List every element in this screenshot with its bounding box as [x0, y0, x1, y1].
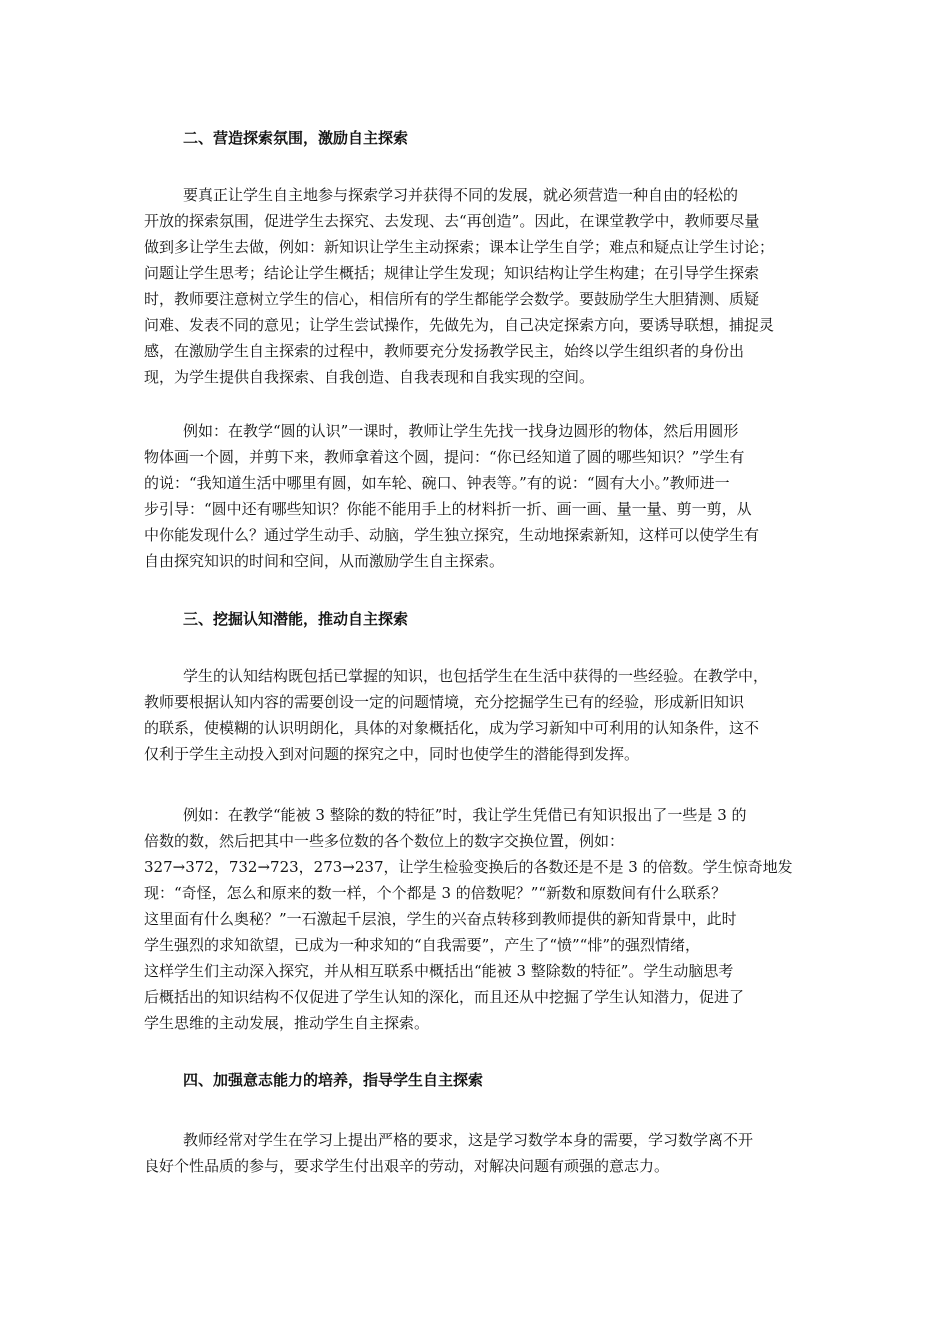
text-line: 的联系，使模糊的认识明朗化，具体的对象概括化，成为学习新知中可利用的认知条件，这不 — [144, 719, 760, 737]
section-heading-3: 三、挖掘认知潜能，推动自主探索 — [183, 610, 409, 628]
text-line: 要真正让学生自主地参与探索学习并获得不同的发展，就必须营造一种自由的轻松的 — [183, 186, 739, 204]
text-line: 仅利于学生主动投入到对问题的探究之中，同时也使学生的潜能得到发挥。 — [144, 745, 640, 763]
text-line: 这里面有什么奥秘？”一石激起千层浪，学生的兴奋点转移到教师提供的新知背景中，此时 — [144, 910, 737, 928]
paragraph-4-1 — [144, 1127, 814, 1179]
section-heading-4: 四、加强意志能力的培养，指导学生自主探索 — [183, 1071, 484, 1089]
section-heading-2: 二、营造探索氛围，激励自主探索 — [183, 129, 409, 147]
text-line: 良好个性品质的参与，要求学生付出艰辛的劳动，对解决问题有顽强的意志力。 — [144, 1157, 670, 1175]
text-line: 感，在激励学生自主探索的过程中，教师要充分发扬教学民主，始终以学生组织者的身份出 — [144, 342, 745, 360]
text-line: 自由探究知识的时间和空间，从而激励学生自主探索。 — [144, 552, 505, 570]
text-line: 开放的探索氛围，促进学生去探究、去发现、去“再创造”。因此，在课堂教学中，教师要尽量 — [144, 212, 760, 230]
text-line: 问难、发表不同的意见；让学生尝试操作，先做先为，自己决定探索方向，要诱导联想，捕捉灵 — [144, 316, 775, 334]
text-line: 物体画一个圆，并剪下来，教师拿着这个圆，提问：“你已经知道了圆的哪些知识？”学生有 — [144, 448, 745, 466]
text-line: 后概括出的知识结构不仅促进了学生认知的深化，而且还从中挖掘了学生认知潜力，促进了 — [144, 988, 745, 1006]
text-line: 问题让学生思考；结论让学生概括；规律让学生发现；知识结构让学生构建；在引导学生探索 — [144, 264, 760, 282]
text-line: 例如：在教学“圆的认识”一课时，教师让学生先找一找身边圆形的物体，然后用圆形 — [183, 422, 739, 440]
text-line: 327→372，732→723，273→237，让学生检验变换后的各数还是不是 3 的倍数。学生惊奇地发 — [144, 858, 793, 876]
text-line: 这样学生们主动深入探究，并从相互联系中概括出“能被 3 整除数的特征”。学生动脑思考 — [144, 962, 734, 980]
text-line: 时，教师要注意树立学生的信心，相信所有的学生都能学会数学。要鼓励学生大胆猜测、质疑 — [144, 290, 760, 308]
text-line: 教师要根据认知内容的需要创设一定的问题情境，充分挖掘学生已有的经验，形成新旧知识 — [144, 693, 745, 711]
text-line: 中你能发现什么？通过学生动手、动脑，学生独立探究，生动地探索新知，这样可以使学生有 — [144, 526, 760, 544]
text-line: 学生强烈的求知欲望，已成为一种求知的“自我需要”，产生了“愤”“悱”的强烈情绪， — [144, 936, 701, 954]
text-line: 例如：在教学“能被 3 整除的数的特征”时，我让学生凭借已有知识报出了一些是 3 的 — [183, 806, 747, 824]
text-line: 学生的认知结构既包括已掌握的知识，也包括学生在生活中获得的一些经验。在教学中， — [183, 667, 769, 685]
paragraph-2-2 — [144, 418, 814, 574]
paragraph-3-1 — [144, 663, 814, 767]
text-line: 倍数的数，然后把其中一些多位数的各个数位上的数字交换位置，例如： — [144, 832, 625, 850]
text-line: 学生思维的主动发展，推动学生自主探索。 — [144, 1014, 430, 1032]
paragraph-3-2 — [144, 802, 814, 1036]
text-line: 的说：“我知道生活中哪里有圆，如车轮、碗口、钟表等。”有的说：“圆有大小。”教师进一 — [144, 474, 730, 492]
paragraph-2-1 — [144, 182, 814, 390]
text-line: 做到多让学生去做，例如：新知识让学生主动探索；课本让学生自学；难点和疑点让学生讨论； — [144, 238, 775, 256]
text-line: 现，为学生提供自我探索、自我创造、自我表现和自我实现的空间。 — [144, 368, 595, 386]
text-line: 教师经常对学生在学习上提出严格的要求，这是学习数学本身的需要，学习数学离不开 — [183, 1131, 754, 1149]
text-line: 步引导：“圆中还有哪些知识？你能不能用手上的材料折一折、画一画、量一量、剪一剪，从 — [144, 500, 752, 518]
text-line: 现：“奇怪，怎么和原来的数一样，个个都是 3 的倍数呢？”“新数和原数间有什么联系？ — [144, 884, 727, 902]
